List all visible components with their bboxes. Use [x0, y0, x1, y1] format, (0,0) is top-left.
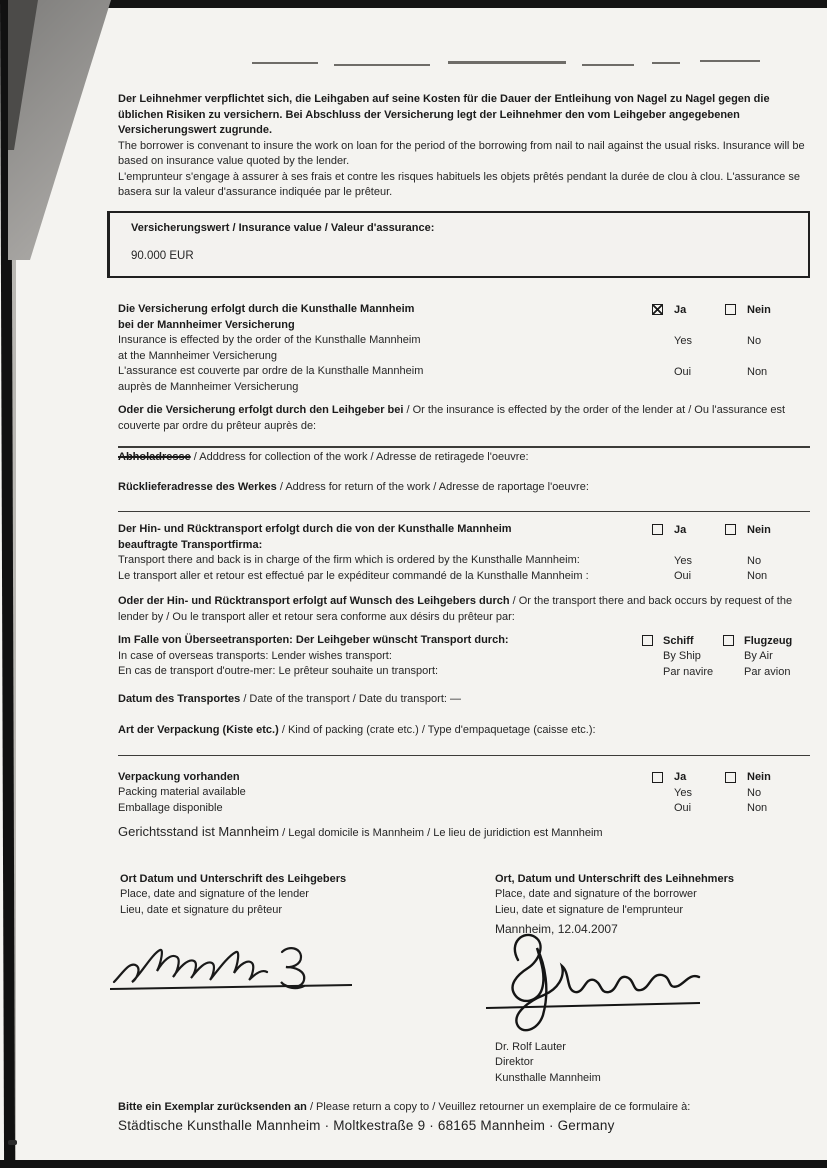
transport-en-line: Transport there and back is in charge of the firm which is ordered by the Kunsthalle Mannheim:: [118, 554, 580, 566]
overseas-transport-section: [118, 633, 810, 680]
by-ship-label: By Ship: [663, 650, 701, 663]
packing-kind-bold: Art der Verpackung (Kiste etc.): [118, 724, 279, 736]
packing-ja-label: Ja: [674, 771, 687, 784]
transport-nein-checkbox: [725, 524, 736, 535]
or-transport-rest: / Or the transport there and back occurs by request of the lender by / Ou le transport aller et retour sera conforme aux désirs du prêteur par:: [118, 595, 793, 623]
legal-domicile-line: [118, 824, 810, 842]
lender-handwritten-signature: [110, 936, 360, 996]
overseas-de-line: Im Falle von Überseetransporten: Der Leihgeber wünscht Transport durch:: [118, 634, 509, 646]
section-divider: [118, 511, 810, 512]
borrower-sig-label-fr: Lieu, date et signature de l'emprunteur: [495, 903, 683, 916]
transport-yes-no-options: [652, 522, 805, 584]
borrower-signature-date: Mannheim, 12.04.2007: [495, 921, 618, 936]
transport-date-rest: / Date of the transport / Date du transport: —: [240, 692, 461, 705]
packing-available-section: [118, 770, 810, 817]
insurance-by-kunsthalle-text: [118, 302, 652, 395]
signer-organization: Kunsthalle Mannheim: [495, 1071, 601, 1084]
intro-paragraphs: [118, 92, 810, 201]
packing-yes-label: Yes: [674, 786, 692, 799]
scan-edge-bottom: [0, 1160, 827, 1168]
par-avion-label: Par avion: [744, 665, 791, 678]
footer: [118, 1100, 810, 1134]
insurance-by-kunsthalle-section: [118, 302, 810, 395]
or-insurance-rest: / Or the insurance is effected by the order of the lender at / Ou l'assurance est couverte par ordre du prêteur auprès de:: [118, 404, 786, 432]
packing-de-line: Verpackung vorhanden: [118, 770, 240, 783]
insurance-yes-no-options: [652, 302, 805, 395]
packing-section-text: [118, 770, 652, 817]
signature-area: [118, 872, 810, 1092]
intro-paragraph-fr: L'emprunteur s'engage à assurer à ses frais et contre les risques habituels les objets prêtés pendant la durée de clou à clou. L'assurance se basera sur la valeur d'assurance indiquée par le prêteur.: [118, 170, 800, 198]
borrower-handwritten-signature: [478, 928, 713, 1040]
return-copy-line: [118, 1100, 810, 1116]
legal-domicile-de: Gerichtsstand ist Mannheim: [118, 824, 280, 839]
return-address-rest: / Address for return of the work / Adresse de raportage l'oeuvre:: [276, 480, 589, 493]
insurance-no-label: No: [747, 334, 762, 347]
par-navire-label: Par navire: [663, 665, 714, 678]
lender-sig-label-de: Ort Datum und Unterschrift des Leihgebers: [120, 872, 347, 885]
return-copy-rest: / Please return a copy to / Veuillez retourner un exemplaire de ce formulaire à:: [306, 1100, 691, 1113]
transport-ja-checkbox: [652, 524, 663, 535]
ship-label: Schiff: [663, 634, 694, 647]
packing-kind-line: [118, 723, 810, 739]
return-address-line: [118, 480, 810, 496]
air-label: Flugzeug: [744, 634, 793, 647]
borrower-sig-label-de: Ort, Datum und Unterschrift des Leihnehmers: [495, 872, 734, 885]
scan-cutoff-text-fragment: [652, 62, 680, 64]
insurance-value: 90.000 EUR: [131, 250, 194, 262]
packing-ja-checkbox: [652, 772, 663, 783]
scan-cutoff-text-fragment: [448, 61, 566, 64]
packing-nein-checkbox: [725, 772, 736, 783]
insurance-nein-checkbox: [725, 304, 736, 315]
packing-kind-rest: / Kind of packing (crate etc.) / Type d'empaquetage (caisse etc.):: [278, 724, 596, 736]
scan-cutoff-text-fragment: [700, 60, 760, 62]
insurance-yes-label: Yes: [674, 334, 692, 347]
signer-name: Dr. Rolf Lauter: [495, 1040, 566, 1053]
scan-cutoff-text-fragment: [334, 64, 430, 66]
transport-date-bold: Datum des Transportes: [118, 692, 241, 705]
collection-address-rest: / Adddress for collection of the work / Adresse de retiragede l'oeuvre:: [190, 451, 529, 463]
insurance-value-box: [107, 211, 810, 279]
packing-yes-no-options: [652, 770, 805, 817]
section-divider: [118, 755, 810, 756]
legal-domicile-rest: / Legal domicile is Mannheim / Le lieu de juridiction est Mannheim: [279, 827, 603, 839]
transport-ja-label: Ja: [674, 523, 687, 536]
return-address-bold: Rücklieferadresse des Werkes: [118, 480, 277, 493]
overseas-en-line: In case of overseas transports: Lender wishes transport:: [118, 649, 392, 662]
return-copy-bold: Bitte ein Exemplar zurücksenden an: [118, 1100, 307, 1113]
packing-nein-label: Nein: [747, 771, 771, 784]
scan-edge-top: [26, 0, 827, 8]
signer-title: Direktor: [495, 1056, 534, 1068]
or-transport-bold: Oder der Hin- und Rücktransport erfolgt auf Wunsch des Leihgebers durch: [118, 595, 510, 607]
or-insurance-by-lender-paragraph: [118, 403, 810, 434]
intro-paragraph-de: Der Leihnehmer verpflichtet sich, die Leihgaben auf seine Kosten für die Dauer der Entleihung von Nagel zu Nagel gegen die üblichen Risiken zu versichern. Bei Abschluss der Versicherung legt der Leihnehmer den vom Leihgeber angegebenen Versicherungswert zugrunde.: [118, 93, 770, 136]
packing-no-label: No: [747, 786, 762, 799]
insurance-oui-label: Oui: [674, 365, 692, 378]
transport-no-label: No: [747, 554, 762, 567]
transport-yes-label: Yes: [674, 554, 692, 567]
museum-address: Städtische Kunsthalle Mannheim · Moltkestraße 9 · 68165 Mannheim · Germany: [118, 1118, 615, 1133]
scan-cutoff-text-fragment: [582, 64, 634, 66]
transport-oui-label: Oui: [674, 570, 692, 583]
air-checkbox: [723, 635, 734, 646]
packing-en-line: Packing material available: [118, 786, 246, 798]
borrower-signature-block: [495, 872, 810, 919]
insurance-ja-checkbox: [652, 304, 663, 315]
insurance-nein-label: Nein: [747, 303, 771, 316]
or-insurance-bold: Oder die Versicherung erfolgt durch den Leihgeber bei: [118, 404, 404, 416]
transport-de-line1: Der Hin- und Rücktransport erfolgt durch die von der Kunsthalle Mannheim: [118, 523, 512, 535]
insurance-en-line1: Insurance is effected by the order of the Kunsthalle Mannheim: [118, 334, 421, 346]
ship-checkbox: [642, 635, 653, 646]
transport-section-text: [118, 522, 652, 584]
collection-address-line: [118, 450, 810, 466]
overseas-fr-line: En cas de transport d'outre-mer: Le prêteur souhaite un transport:: [118, 665, 439, 677]
lender-sig-label-fr: Lieu, date et signature du prêteur: [120, 903, 283, 916]
insurance-fr-line1: L'assurance est couverte par ordre de la Kunsthalle Mannheim: [118, 365, 424, 377]
packing-oui-label: Oui: [674, 802, 692, 815]
packing-non-label: Non: [747, 802, 768, 815]
or-transport-by-lender-paragraph: [118, 594, 810, 625]
transport-fr-line: Le transport aller et retour est effectué par le expéditeur commandé de la Kunsthalle Mannheim :: [118, 569, 589, 582]
insurance-de-line2: bei der Mannheimer Versicherung: [118, 318, 295, 331]
transport-non-label: Non: [747, 570, 768, 583]
packing-fr-line: Emballage disponible: [118, 801, 223, 814]
by-air-label: By Air: [744, 650, 773, 663]
collection-address-bold: Abholadresse: [118, 451, 191, 463]
borrower-signer-identity: [495, 1040, 601, 1087]
transport-nein-label: Nein: [747, 523, 771, 536]
transport-by-kunsthalle-section: [118, 522, 810, 584]
scan-cutoff-text-fragment: [252, 62, 318, 64]
insurance-de-line1: Die Versicherung erfolgt durch die Kunsthalle Mannheim: [118, 303, 415, 315]
lender-signature-block: [120, 872, 450, 919]
section-divider: [118, 446, 810, 448]
borrower-sig-label-en: Place, date and signature of the borrower: [495, 888, 697, 900]
overseas-ship-air-options: [642, 633, 810, 680]
insurance-non-label: Non: [747, 365, 768, 378]
scan-speck: [8, 1140, 17, 1145]
transport-date-line: [118, 692, 810, 708]
insurance-fr-line2: auprès de Mannheimer Versicherung: [118, 380, 299, 393]
intro-paragraph-en: The borrower is convenant to insure the work on loan for the period of the borrowing from nail to nail against the usual risks. Insurance will be based on insurance value quoted by the lender.: [118, 139, 805, 167]
transport-de-line2: beauftragte Transportfirma:: [118, 538, 263, 551]
insurance-en-line2: at the Mannheimer Versicherung: [118, 349, 277, 362]
lender-sig-label-en: Place, date and signature of the lender: [120, 888, 309, 900]
insurance-ja-label: Ja: [674, 303, 687, 316]
overseas-section-text: [118, 633, 642, 680]
document-page: [118, 92, 810, 1133]
insurance-value-label: Versicherungswert / Insurance value / Valeur d'assurance:: [131, 221, 435, 234]
